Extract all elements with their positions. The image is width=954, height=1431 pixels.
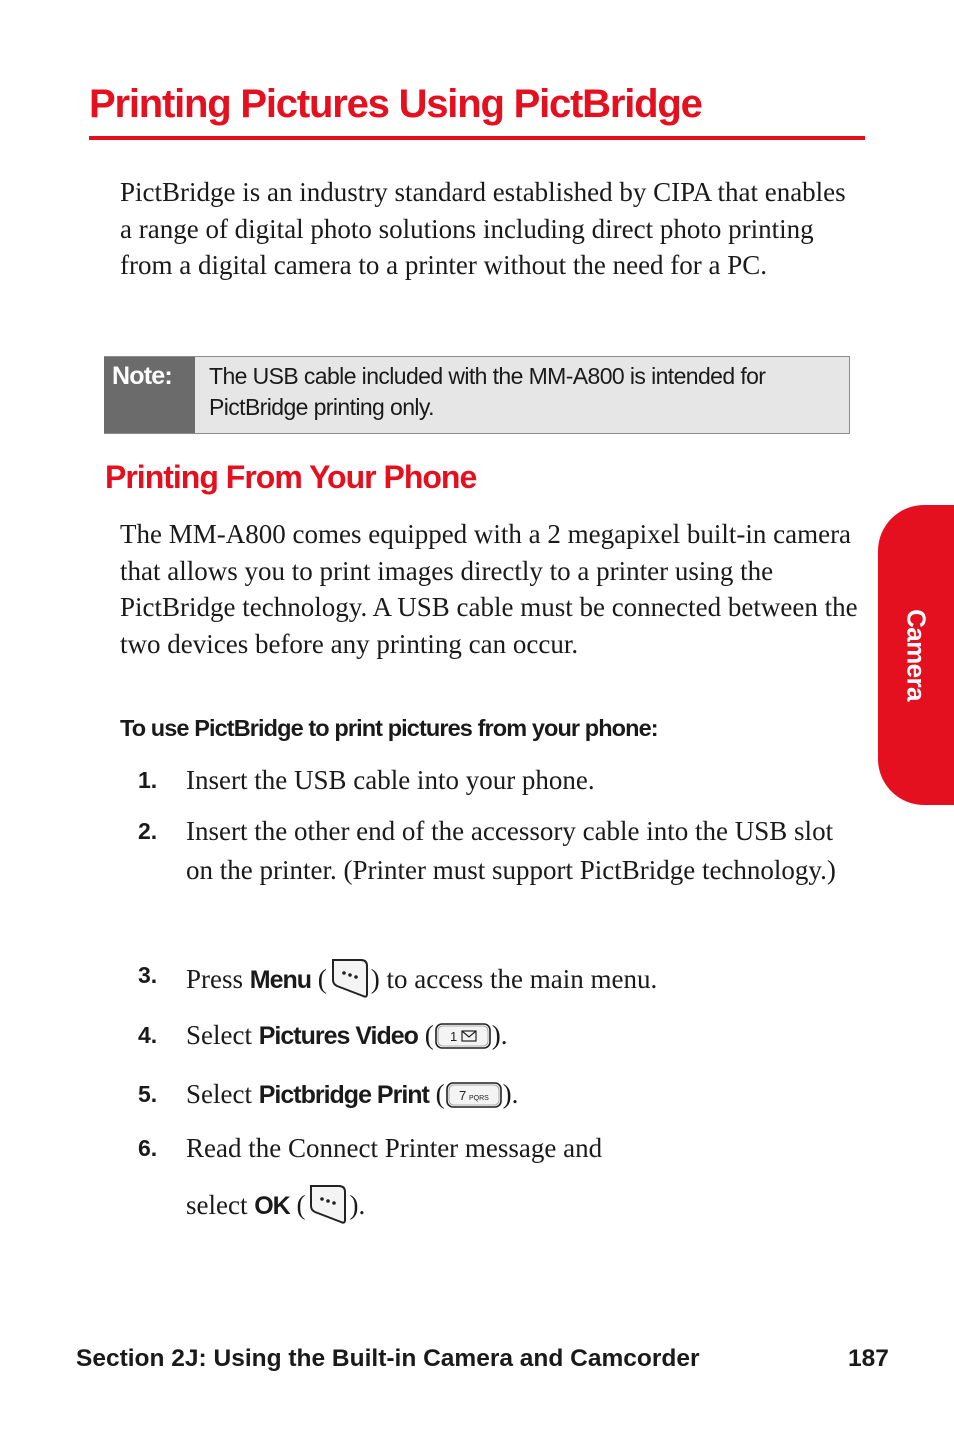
section-body: The MM-A800 comes equipped with a 2 megapixel built-in camera that allows you to print images directly to a printer using the PictBridge technology. A USB cable must be connected between the two devices before any printing can occur. xyxy=(120,519,858,659)
intro-paragraph: PictBridge is an industry standard established by CIPA that enables a range of digital photo solutions including direct photo printing from a digital camera to a printer without the need for a PC. xyxy=(120,177,846,280)
ok-softkey-icon xyxy=(305,1182,349,1226)
step-number: 6. xyxy=(138,1135,158,1161)
step-line1: Read the Connect Printer message and xyxy=(186,1133,603,1163)
step-text: Insert the other end of the accessory cable into the USB slot on the printer. (Printer must support PictBridge technology.) xyxy=(186,816,836,885)
step-pre: Select xyxy=(186,1020,259,1050)
step-post: ). xyxy=(491,1020,508,1050)
note-label: Note: xyxy=(104,357,195,433)
menu-keyword: Menu xyxy=(249,966,312,994)
step-post: to access the main menu. xyxy=(379,964,658,994)
step-text: select OK ( ). xyxy=(186,1182,856,1226)
ok-keyword: OK xyxy=(254,1192,290,1220)
key-7-icon xyxy=(445,1081,503,1109)
key-letters: PQRS xyxy=(468,1095,489,1102)
step-pre: Select xyxy=(186,1079,259,1109)
step-number: 5. xyxy=(138,1081,158,1107)
instruction-heading: To use PictBridge to print pictures from your phone: xyxy=(120,715,658,741)
step-text: Select Pictbridge Print ( 7 PQRS ). xyxy=(186,1079,519,1109)
note-box xyxy=(104,356,850,434)
footer-page-number: 187 xyxy=(848,1345,889,1372)
step-number: 1. xyxy=(138,767,158,793)
side-tab-label: Camera xyxy=(901,609,932,701)
note-text: The USB cable included with the MM-A800 is intended for PictBridge printing only. xyxy=(195,357,849,433)
step-text: Insert the USB cable into your phone. xyxy=(186,765,595,795)
step-text: Select Pictures Video ( 1 ). xyxy=(186,1020,508,1050)
step-number: 3. xyxy=(138,962,158,988)
page-title: Printing Pictures Using PictBridge xyxy=(89,82,702,126)
title-rule xyxy=(89,136,865,140)
menu-softkey-icon xyxy=(327,956,371,1000)
key-label: 1 xyxy=(449,1029,457,1044)
step-pre: select xyxy=(186,1190,255,1220)
step-number: 2. xyxy=(138,818,158,844)
step-post: ). xyxy=(502,1079,519,1109)
pictbridge-print-keyword: Pictbridge Print xyxy=(258,1081,429,1109)
key-label: 7 xyxy=(458,1088,466,1103)
step-post: ). xyxy=(349,1190,366,1220)
key-1-icon xyxy=(434,1022,492,1050)
section-heading: Printing From Your Phone xyxy=(105,459,477,495)
step-text: Press Menu ( ) to access the main menu. xyxy=(186,956,856,1000)
step-pre: Press xyxy=(186,964,250,994)
pictures-video-keyword: Pictures Video xyxy=(258,1022,418,1050)
footer-section-title: Section 2J: Using the Built-in Camera and Camcorder xyxy=(76,1345,700,1372)
step-number: 4. xyxy=(138,1022,158,1048)
step-text xyxy=(186,1129,856,1168)
